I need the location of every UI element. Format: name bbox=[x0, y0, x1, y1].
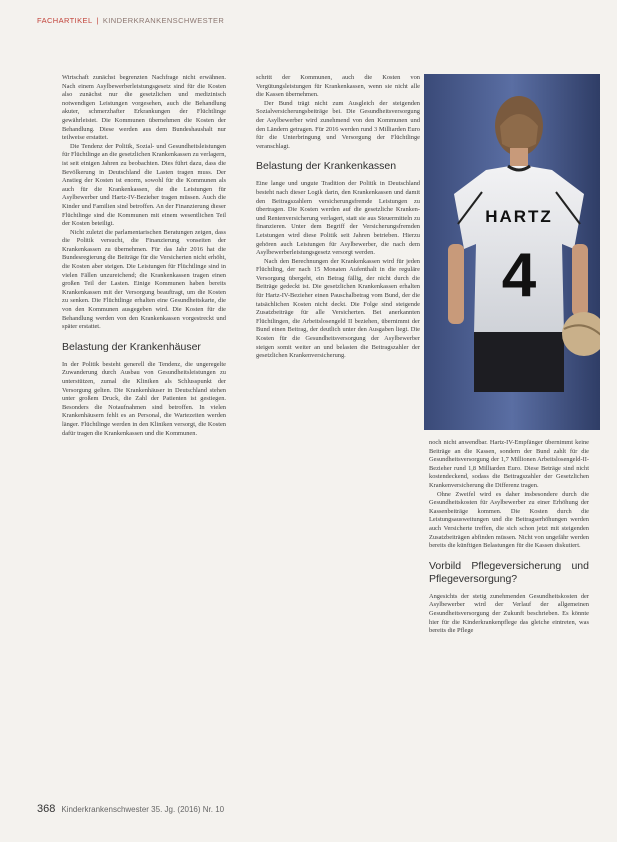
section-heading-insurers: Belastung der Krankenkassen bbox=[256, 160, 397, 173]
paragraph: Wirtschaft zunächst begrenzten Nachfrage nicht erwähnen. Nach einem Asylbewerberleistungsgesetz sind für die Kosten also zunächst nur die gesetzlichen und medizinisch notwendigen Leistungen vorgesehen, auch die Behandlung akuter, schmerzhafter Erkrankungen der Flüchtlinge gewährleistet. Die Kommunen übernehmen die Kosten der Behandlung. Diese werden aus dem Bundeshaushalt nur teilweise erstattet. bbox=[62, 74, 226, 142]
header-subtitle: KINDERKRANKENSCHWESTER bbox=[102, 16, 225, 25]
page-number: 368 bbox=[37, 803, 56, 815]
paragraph: Nicht zuletzt die parlamentarischen Beratungen zeigen, dass die Politik versucht, die Finanzierung vonseiten der Krankenkassen zu übernehmen. Für das Jahr 2016 hat die Bundesregierung die Beiträge für die Versicherten nicht erhöht, die Kosten aber steigen. Die Leistungen für Flüchtlinge sind in vielen Fällen unzureichend; die Krankenkassen tragen einen großen Teil der Lasten. Einige Kommunen haben bereits Krankenkassen mit der Versorgung beauftragt, um die Kosten zu senken. Die Flüchtlinge erhalten eine Gesundheitskarte, die von den Kommunen ausgegeben wird. Die Kosten für die Behandlung werden von den Krankenkassen vorgestreckt und später erstattet. bbox=[62, 228, 226, 331]
running-header bbox=[37, 16, 224, 25]
text-column-right bbox=[429, 439, 589, 636]
paragraph: Die Tendenz der Politik, Sozial- und Gesundheitsleistungen für Flüchtlinge an die gesetzlichen Krankenkassen zu verlagern, ist seit einigen Jahren zu beobachten. Dies führt dazu, dass die Bevölkerung in Deutschland die Lasten tragen muss. Der Anstieg der Kosten ist enorm, sowohl für die Kommunen als auch für die Krankenkassen, die die Leistungen für Asylbewerber und Hartz-IV-Bezieher tragen müssen. Auch die Kinder und Familien sind betroffen. An der Finanzierung dieser Flüchtlinge sind die Kommunen mit einem wesentlichen Teil der Kosten beteiligt. bbox=[62, 142, 226, 228]
header-section: FACHARTIKEL bbox=[37, 16, 93, 25]
section-heading-hospitals: Belastung der Krankenhäuser bbox=[62, 340, 201, 353]
paragraph: Nach den Berechnungen der Krankenkassen wird für jeden Flüchtling, der nach 15 Monaten Aufenthalt in die reguläre Versorgung übergeht, ein Betrag fällig, der nicht durch die Beiträge gedeckt ist. Die gesetzlichen Krankenkassen erhalten für Hartz-IV-Bezieher einen Pauschalbetrag vom Bund, der die tatsächlichen Kosten nicht deckt. Die Folge sind steigende Zusatzbeiträge für alle Versicherten. Bei anerkannten Flüchtlingen, die Arbeitslosengeld II beziehen, übernimmt der Bund einen Beitrag, der deutlich unter den Ausgaben liegt. Die Kosten für die Gesundheitsversorgung der Asylbewerber steigen somit weiter an und belasten die Beitragszahler der gesetzlichen Krankenversicherung. bbox=[256, 257, 420, 360]
section-heading-care-insurance: Vorbild Pflegeversicherung und Pflegeversorgung? bbox=[429, 559, 589, 585]
paragraph: Der Bund trägt nicht zum Ausgleich der steigenden Sozialversicherungsbeiträge bei. Die Gesundheitsversorgung der Asylbewerber wird zunehmend von den Kommunen und den Ländern getragen. Für 2016 werden rund 3 Milliarden Euro für die Unterbringung und Versorgung der Flüchtlinge veranschlagt. bbox=[256, 99, 420, 150]
paragraph: In der Politik besteht generell die Tendenz, die ungeregelte Zuwanderung durch Ausbau von Gesundheitsleistungen zu unterstützen, zumal die Kliniken als Schlusspunkt der Versorgung gelten. Die Krankenhäuser in Deutschland stehen unter großem Druck, die Zahl der Patienten ist gestiegen. Besonders die Notaufnahmen sind betroffen. In vielen Krankenhäusern fehlt es an Personal, die Wartezeiten werden länger. Flüchtlinge werden in den Kliniken versorgt, die Kosten dafür tragen die Krankenkassen und die Kommunen. bbox=[62, 360, 226, 437]
issue-info: Kinderkrankenschwester 35. Jg. (2016) Nr. 10 bbox=[61, 805, 225, 814]
paragraph: Angesichts der stetig zunehmenden Gesundheitskosten der Asylbewerber wird der Verlauf der allgemeinen Gesundheitsversorgung der Zukunft beschrieben. Es könnte hier für die Kinderkrankenpflege das gleiche eintreten, was bereits die Pflege bbox=[429, 592, 589, 635]
jersey-name: HARTZ bbox=[485, 207, 553, 226]
text-column-middle bbox=[256, 74, 420, 361]
photo-player-jersey bbox=[424, 74, 600, 430]
paragraph: Ohne Zweifel wird es daher insbesondere durch die Gesundheitskosten für Asylbewerber zu einer Erhöhung der Kassenbeiträge kommen. Die Kosten durch die Leistungsausweitungen und die Beitragserhöhungen werden auch Versicherte treffen, die sich schon jetzt mit steigenden Zusatzbeiträgen abfinden müssen. Nicht von ungefähr werden bereits die künftigen Belastungen für die Kassen diskutiert. bbox=[429, 490, 589, 550]
paragraph: Eine lange und ungute Tradition der Politik in Deutschland besteht nach dieser Logik darin, den Krankenkassen und damit den Beitragszahlern versicherungsfremde Leistungen zu übertragen. Die Kosten werden auf die gesetzliche Kranken- und Rentenversicherung verlagert, statt sie aus Steuermitteln zu finanzieren. Unter dem Begriff der Versicherungsfremden Leistungen wird diese Politik seit Jahren betrieben. Hierzu gehören auch Leistungen für Asylbewerber, die nach dem Asylbewerberleistungsgesetz versorgt werden. bbox=[256, 180, 420, 257]
photo-illustration bbox=[424, 74, 600, 430]
jersey-number: 4 bbox=[501, 241, 537, 310]
paragraph: noch nicht anwendbar. Hartz-IV-Empfänger übernimmt keine Beiträge an die Kassen, sondern der Bund zahlt für die Gesundheitsversorgung der 1,7 Millionen Arbeitslosengeld-II-Bezieher rund 1,8 Milliarden Euro. Diese Beträge sind nicht kostendeckend, sodass die Beitragszahler der Gesetzlichen Krankenversicherung die Differenz tragen. bbox=[429, 439, 589, 489]
text-column-left bbox=[62, 74, 226, 438]
header-separator: | bbox=[96, 16, 99, 25]
page-footer bbox=[37, 803, 224, 815]
paragraph: schritt der Kommunen, auch die Kosten von Vergütungsleistungen für Krankenkassen, wenn sie nicht alle die Kassen übernehmen. bbox=[256, 74, 420, 99]
